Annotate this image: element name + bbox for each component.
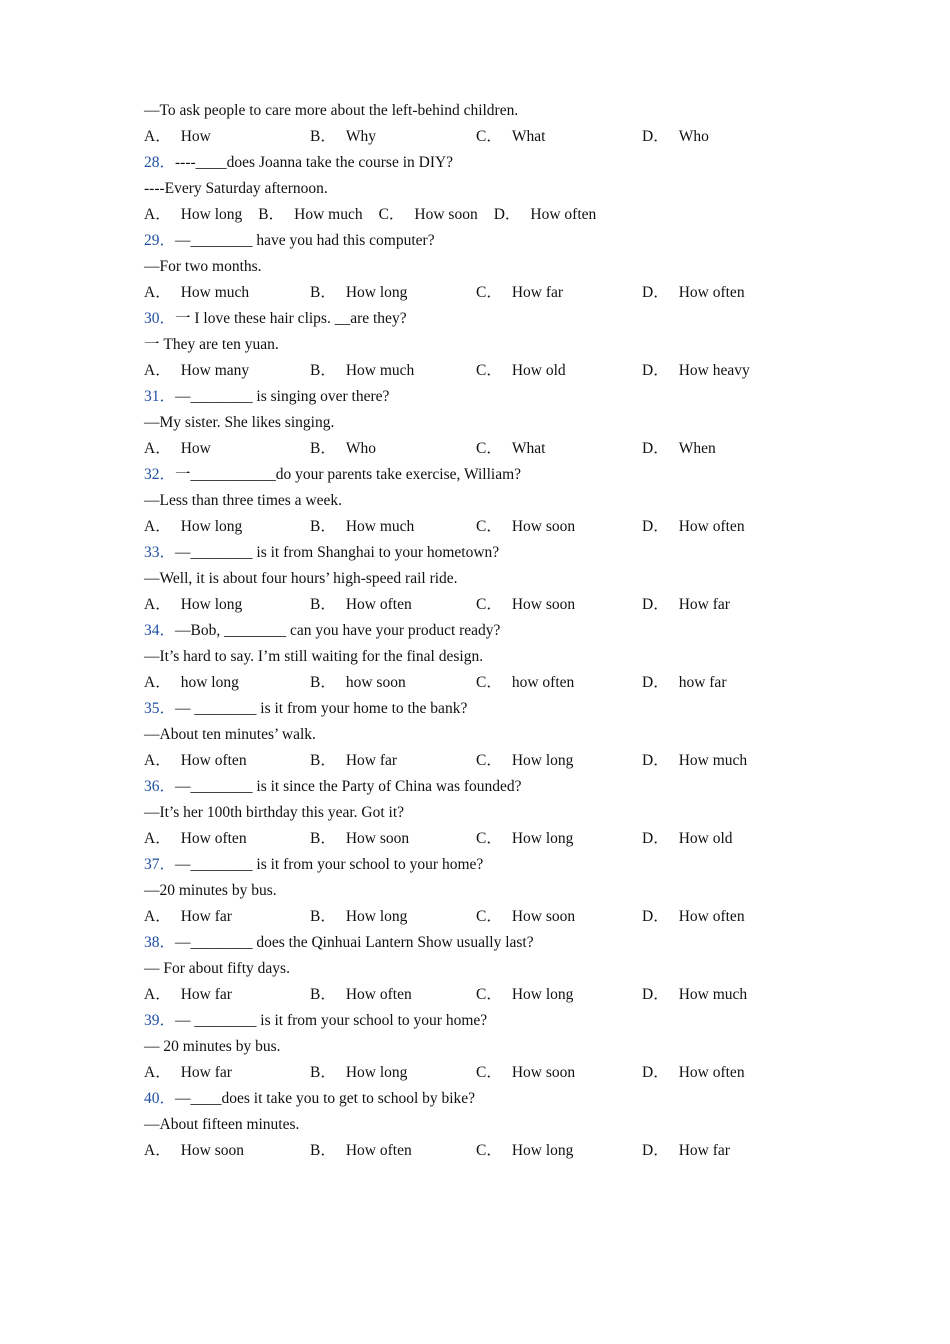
option-letter: B． [310,440,336,457]
option-c [476,358,642,384]
question-answer-line: —Well, it is about four hours’ high-speed rail ride. [144,570,458,587]
intro-answer-line: —To ask people to care more about the left-behind children. [144,102,519,119]
option-text: What [511,440,546,457]
option-a [144,514,310,540]
option-text: How soon [180,1142,244,1159]
option-d [642,982,808,1008]
question-options [144,436,824,462]
option-text: How much [345,518,415,535]
option-text: How long [345,1064,408,1081]
option-a [144,904,310,930]
option-text: When [678,440,716,457]
option-letter: B． [310,596,336,613]
option-letter: C． [476,1142,502,1159]
option-text: What [511,128,546,145]
option-text: How soon [511,596,576,613]
question-options [144,358,824,384]
option-b [310,358,476,384]
option-d [642,436,808,462]
question-text: —________ does the Qinhuai Lantern Show usually last? [175,934,534,951]
question-text: —________ is it from Shanghai to your hometown? [175,544,500,561]
option-text: How long [511,1142,574,1159]
option-letter: A． [144,362,171,379]
option-letter: D． [642,362,669,379]
option-letter: C． [476,128,502,145]
question-number: 40． [144,1090,176,1107]
option-text: How often [180,830,247,847]
option-b [310,982,476,1008]
question-answer-line: —For two months. [144,258,262,275]
option-text: How long [511,830,574,847]
option-letter: D． [642,284,669,301]
option-a [144,1138,310,1164]
question-text: 一 I love these hair clips. __are they? [175,310,407,327]
option-letter: C． [476,440,502,457]
option-text: How much [678,986,748,1003]
question-block [144,930,824,1008]
option-letter: A． [144,674,171,691]
question-options [144,670,824,696]
question-stem [144,618,824,644]
question-text: 一___________do your parents take exercise, William? [175,466,522,483]
option-a [144,592,310,618]
question-options [144,1060,824,1086]
option-c [476,1060,642,1086]
question-options [144,748,824,774]
option-a [144,358,310,384]
option-b [310,436,476,462]
question-answer-line: —My sister. She likes singing. [144,414,335,431]
option-letter: A． [144,1064,171,1081]
option-text: How far [678,596,730,613]
option-text: How often [678,1064,745,1081]
option-d [642,670,808,696]
option-c [476,592,642,618]
option-text: Why [345,128,376,145]
option-letter: D． [642,518,669,535]
option-b [310,904,476,930]
question-block [144,150,824,228]
option-letter: D． [642,440,669,457]
option-letter: D． [642,752,669,769]
option-letter: B． [310,830,336,847]
option-text: Who [345,440,376,457]
option-text: How often [345,1142,412,1159]
question-number: 38． [144,934,176,951]
question-answer-line: —About ten minutes’ walk. [144,726,316,743]
question-stem [144,852,824,878]
option-text: How long [345,908,408,925]
option-d [642,826,808,852]
question-block [144,228,824,306]
question-block [144,462,824,540]
option-text: Who [678,128,709,145]
option-text: How long [345,284,408,301]
option-letter: B． [310,1142,336,1159]
option-letter: D． [642,1064,669,1081]
option-a [144,202,242,228]
question-block [144,774,824,852]
question-options [144,826,824,852]
option-letter: C． [476,284,502,301]
question-answer-line: —20 minutes by bus. [144,882,277,899]
question-number: 33． [144,544,176,561]
option-text: How far [180,986,232,1003]
option-text: How much [294,206,363,223]
option-letter: B． [310,1064,336,1081]
option-b [310,514,476,540]
question-stem [144,774,824,800]
option-c [476,670,642,696]
question-number: 31． [144,388,176,405]
option-d [642,280,808,306]
question-number: 37． [144,856,176,873]
option-d [642,904,808,930]
question-options [144,904,824,930]
question-text: —Bob, ________ can you have your product ready? [175,622,501,639]
option-b [310,1138,476,1164]
option-text: How long [511,986,574,1003]
option-text: How often [345,596,412,613]
option-letter: B． [258,206,285,223]
option-a [144,670,310,696]
option-letter: A． [144,206,171,223]
option-c [476,904,642,930]
option-letter: C． [476,908,502,925]
question-number: 39． [144,1012,176,1029]
option-text: how long [180,674,239,691]
option-text: How much [345,362,415,379]
option-text: How heavy [678,362,750,379]
option-a [144,748,310,774]
question-stem [144,228,824,254]
option-letter: D． [642,674,669,691]
option-d [642,358,808,384]
option-c [476,514,642,540]
option-text: How often [180,752,247,769]
option-letter: B． [310,128,336,145]
question-number: 34． [144,622,176,639]
option-b [310,1060,476,1086]
question-text: —____does it take you to get to school by bike? [175,1090,476,1107]
option-c [476,436,642,462]
question-text: —________ is it from your school to your home? [175,856,484,873]
exam-page [144,98,824,1164]
option-letter: A． [144,440,171,457]
question-number: 36． [144,778,176,795]
option-c [476,748,642,774]
option-b [310,592,476,618]
option-letter: C． [476,986,502,1003]
option-text: how far [678,674,727,691]
option-a [144,982,310,1008]
question-block [144,384,824,462]
option-text: How long [180,518,243,535]
question-options [144,280,824,306]
option-letter: A． [144,518,171,535]
option-letter: A． [144,830,171,847]
question-answer-line: 一 They are ten yuan. [144,336,279,353]
option-c [476,1138,642,1164]
option-c [476,280,642,306]
question-block [144,1086,824,1164]
option-b [258,202,362,228]
question-number: 32． [144,466,176,483]
option-letter: A． [144,128,171,145]
question-stem [144,306,824,332]
option-text: How often [530,206,597,223]
option-a [144,124,310,150]
option-d [642,514,808,540]
option-letter: B． [310,518,336,535]
option-letter: A． [144,1142,171,1159]
option-a [144,280,310,306]
option-text: How often [345,986,412,1003]
question-stem [144,462,824,488]
question-number: 35． [144,700,176,717]
option-text: How often [678,518,745,535]
question-stem [144,930,824,956]
option-text: How soon [511,518,576,535]
option-letter: C． [476,830,502,847]
option-text: How many [180,362,250,379]
option-text: how often [511,674,575,691]
option-d [642,1060,808,1086]
question-text: —________ is singing over there? [175,388,390,405]
option-c [476,826,642,852]
option-text: How old [511,362,566,379]
option-text: How far [511,284,564,301]
option-letter: D． [642,1142,669,1159]
question-answer-line: —It’s her 100th birthday this year. Got it? [144,804,405,821]
option-letter: B． [310,986,336,1003]
question-block [144,306,824,384]
question-text: —________ is it since the Party of China was founded? [175,778,522,795]
option-text: How long [511,752,574,769]
question-options [144,982,824,1008]
option-d [642,592,808,618]
question-text: — ________ is it from your home to the bank? [175,700,468,717]
question-number: 28． [144,154,176,171]
option-letter: C． [476,752,502,769]
question-answer-line: —About fifteen minutes. [144,1116,300,1133]
question-options [144,514,824,540]
option-c [379,202,478,228]
option-b [310,826,476,852]
option-letter: A． [144,752,171,769]
option-a [144,436,310,462]
option-letter: B． [310,284,336,301]
option-text: How far [180,908,232,925]
question-block [144,852,824,930]
question-list [144,150,824,1164]
question-stem [144,384,824,410]
question-answer-line: —It’s hard to say. I’m still waiting for the final design. [144,648,484,665]
option-b [310,670,476,696]
intro-options [144,124,824,150]
question-stem [144,540,824,566]
question-block [144,540,824,618]
option-letter: C． [476,1064,502,1081]
option-letter: C． [476,518,502,535]
option-text: How soon [345,830,410,847]
option-text: How old [678,830,733,847]
question-block [144,1008,824,1086]
question-number: 29． [144,232,176,249]
option-c [476,982,642,1008]
option-letter: D． [642,596,669,613]
question-options [144,202,824,228]
question-text: —________ have you had this computer? [175,232,435,249]
option-b [310,124,476,150]
option-letter: A． [144,986,171,1003]
option-d [642,1138,808,1164]
option-text: How soon [511,908,576,925]
option-letter: B． [310,752,336,769]
option-a [144,1060,310,1086]
option-text: How soon [414,206,478,223]
option-text: How much [180,284,250,301]
option-a [144,826,310,852]
question-answer-line: —Less than three times a week. [144,492,342,509]
option-text: How much [678,752,748,769]
question-answer-line: — For about fifty days. [144,960,290,977]
option-d [642,748,808,774]
option-letter: C． [378,206,405,223]
question-stem [144,150,824,176]
question-options [144,592,824,618]
question-stem [144,696,824,722]
option-text: How [180,440,211,457]
question-answer-line: — 20 minutes by bus. [144,1038,281,1055]
question-block [144,618,824,696]
option-letter: C． [476,596,502,613]
option-text: How [180,128,211,145]
question-answer-line: ----Every Saturday afternoon. [144,180,328,197]
option-letter: B． [310,908,336,925]
option-letter: D． [642,128,669,145]
option-letter: A． [144,596,171,613]
option-letter: D． [493,206,521,223]
option-text: How far [180,1064,232,1081]
option-letter: B． [310,674,336,691]
option-text: How far [345,752,398,769]
option-text: How long [180,206,243,223]
option-text: How often [678,908,745,925]
option-letter: B． [310,362,336,379]
option-c [476,124,642,150]
option-text: How far [678,1142,730,1159]
question-text: ----____does Joanna take the course in DIY? [175,154,454,171]
option-d [494,202,597,228]
option-letter: D． [642,986,669,1003]
option-letter: A． [144,908,171,925]
option-b [310,280,476,306]
question-stem [144,1086,824,1112]
option-letter: C． [476,362,502,379]
option-letter: A． [144,284,171,301]
option-text: how soon [345,674,406,691]
option-letter: C． [476,674,502,691]
question-stem [144,1008,824,1034]
question-text: — ________ is it from your school to your home? [175,1012,488,1029]
question-block [144,696,824,774]
option-text: How often [678,284,745,301]
question-number: 30． [144,310,176,327]
option-letter: D． [642,908,669,925]
option-letter: D． [642,830,669,847]
option-text: How long [180,596,243,613]
option-text: How soon [511,1064,576,1081]
option-d [642,124,808,150]
question-options [144,1138,824,1164]
option-b [310,748,476,774]
